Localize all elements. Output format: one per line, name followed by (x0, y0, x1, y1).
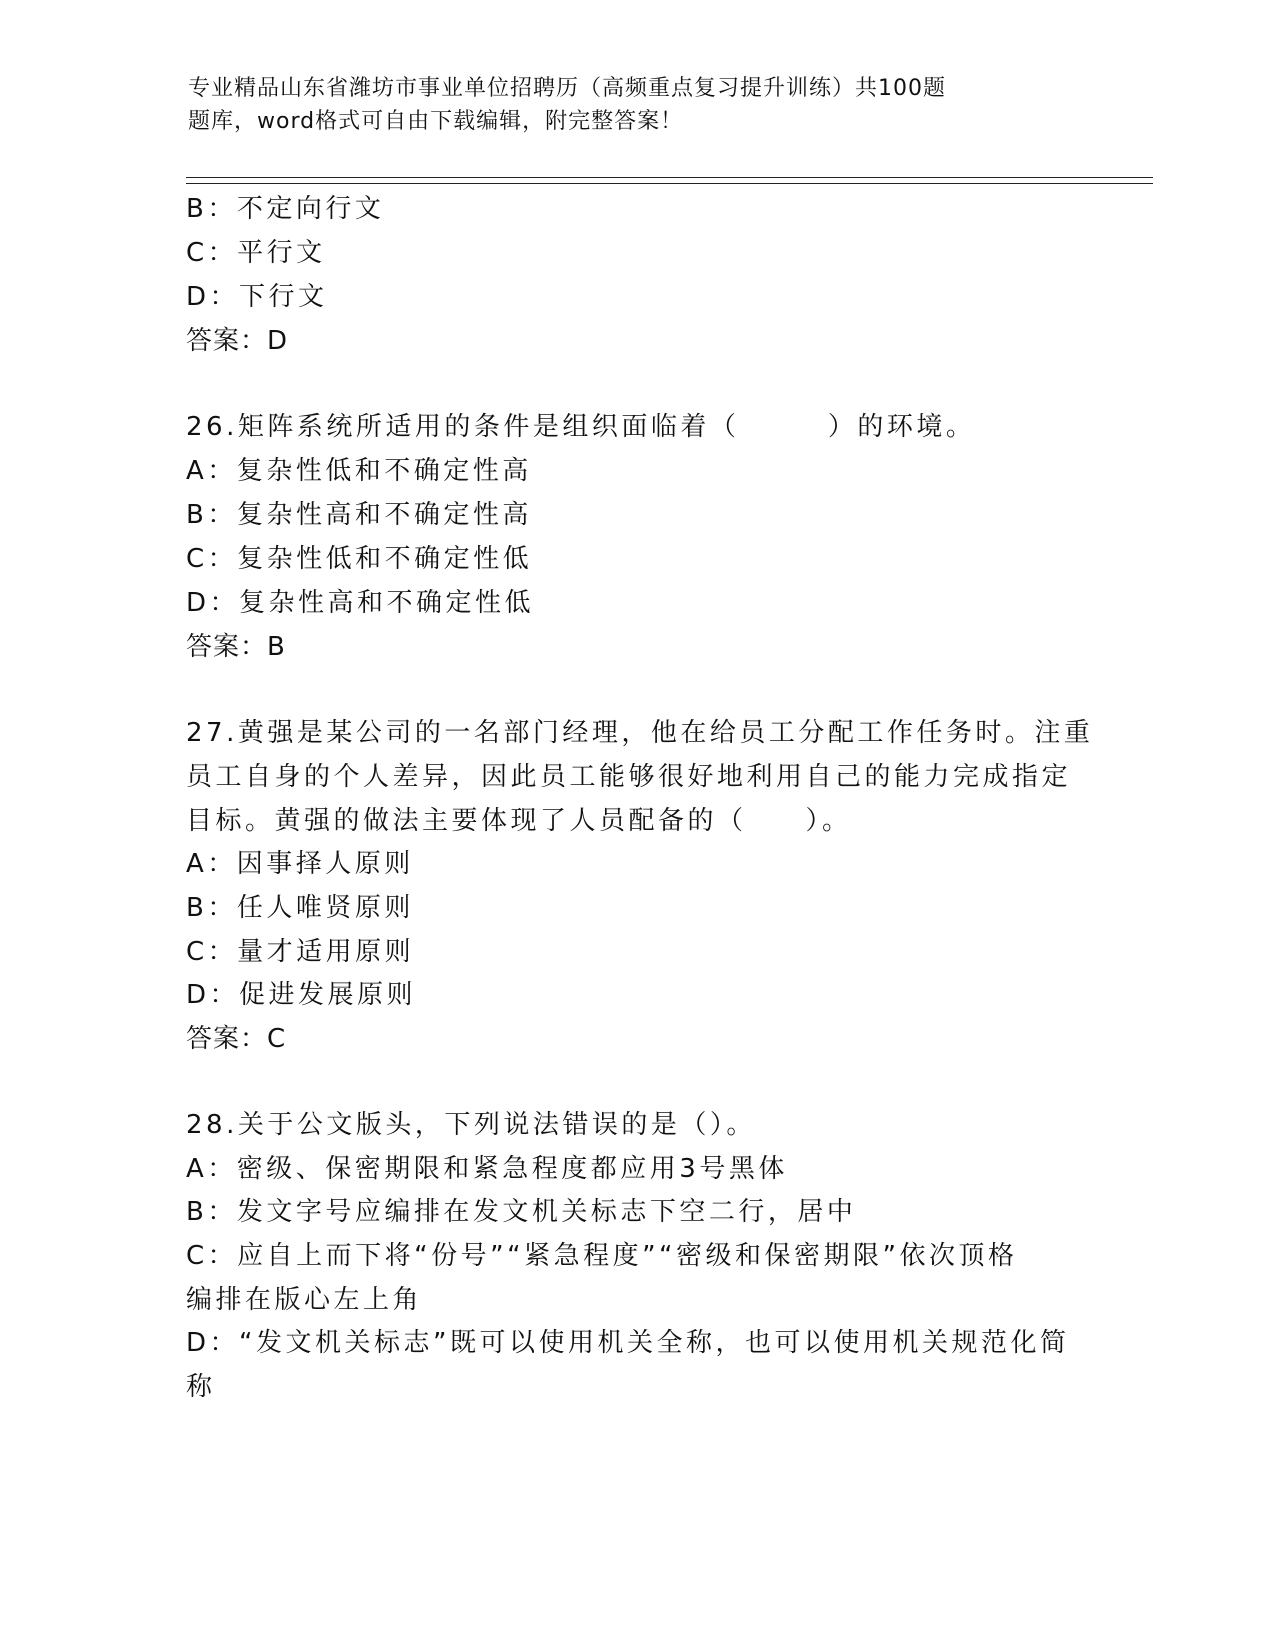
q28-option-c-line-1: C：应自上而下将“份号”“紧急程度”“密级和保密期限”依次顶格 (186, 1241, 1018, 1271)
q28-option-d-line-2: 称 (186, 1372, 216, 1402)
q27-stem-line-3: 目标。黄强的做法主要体现了人员配备的（ ）。 (186, 806, 852, 836)
q25-answer: 答案：D (186, 326, 289, 356)
document-header (188, 72, 1048, 138)
q28-option-d-line-1: D：“发文机关标志”既可以使用机关全称，也可以使用机关规范化简 (186, 1328, 1070, 1358)
q26-option-d: D：复杂性高和不确定性低 (186, 588, 535, 618)
header-line-1: 专业精品山东省潍坊市事业单位招聘历（高频重点复习提升训练）共100题 (188, 76, 946, 101)
q28-option-a: A：密级、保密期限和紧急程度都应用3号黑体 (186, 1154, 788, 1184)
q27-option-c: C：量才适用原则 (186, 937, 415, 967)
q27-option-b: B：任人唯贤原则 (186, 893, 414, 923)
q25-option-d: D：下行文 (186, 282, 328, 312)
q28-stem: 28.关于公文版头，下列说法错误的是（）。 (186, 1110, 756, 1140)
q27-option-a: A：因事择人原则 (186, 849, 414, 879)
q26-answer: 答案：B (186, 632, 286, 662)
q26-option-b: B：复杂性高和不确定性高 (186, 500, 532, 530)
q27-answer: 答案：C (186, 1024, 287, 1054)
q28-option-c-line-2: 编排在版心左上角 (186, 1285, 423, 1315)
header-divider-top (186, 177, 1153, 178)
q26-option-a: A：复杂性低和不确定性高 (186, 456, 532, 486)
q27-stem-line-1: 27.黄强是某公司的一名部门经理，他在给员工分配工作任务时。注重 (186, 718, 1094, 748)
q25-option-b: B：不定向行文 (186, 194, 385, 224)
q27-stem-line-2: 员工自身的个人差异，因此员工能够很好地利用自己的能力完成指定 (186, 762, 1072, 792)
q26-stem: 26.矩阵系统所适用的条件是组织面临着（ ）的环境。 (186, 412, 976, 442)
q26-option-c: C：复杂性低和不确定性低 (186, 544, 533, 574)
q25-option-c: C：平行文 (186, 238, 326, 268)
header-line-2: 题库，word格式可自由下载编辑，附完整答案！ (188, 109, 684, 134)
q28-option-b: B：发文字号应编排在发文机关标志下空二行，居中 (186, 1197, 857, 1227)
q27-option-d: D：促进发展原则 (186, 980, 417, 1010)
header-divider-bottom (186, 183, 1153, 184)
